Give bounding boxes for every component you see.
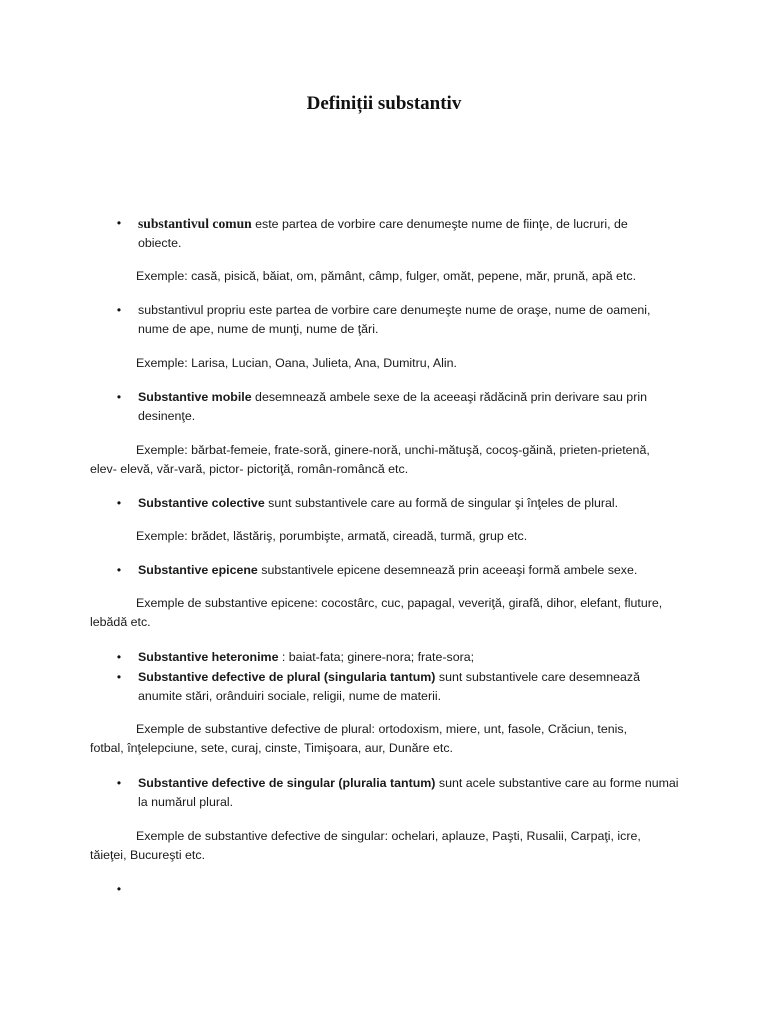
example-paragraph [90,720,700,758]
definition-item [138,301,698,339]
definition-item [138,668,698,706]
definition-text-cont: desinenţe. [138,409,196,423]
definition-text-cont: la numărul plural. [138,795,234,809]
definition-text-cont: nume de ape, nume de munţi, nume de ţări. [138,322,379,336]
definition-item [138,774,698,812]
example-paragraph [90,827,700,865]
definition-item [138,648,698,667]
bullet-icon: • [116,496,122,510]
example-paragraph [90,527,700,546]
term: Substantive epicene [138,563,258,577]
example-text: Exemple: brădet, lăstăriş, porumbişte, armată, cireadă, turmă, grup etc. [136,529,528,543]
example-text: Exemple de substantive epicene: cocostârc, cuc, papagal, veveriţă, girafă, dihor, elefant, fluture, [136,596,663,610]
term: Substantive defective de plural (singularia tantum) [138,670,436,684]
example-paragraph [90,441,700,479]
definition-text-cont: anumite stări, orânduiri sociale, religii, nume de materii. [138,689,442,703]
example-paragraph [90,267,700,286]
bullet-icon: • [116,303,122,317]
example-text: Exemple: Larisa, Lucian, Oana, Julieta, Ana, Dumitru, Alin. [136,356,457,370]
example-text: Exemple de substantive defective de plural: ortodoxism, miere, unt, fasole, Crăciun, tenis, [136,722,628,736]
term: substantivul propriu [138,303,246,317]
definition-text-cont: obiecte. [138,236,182,250]
definition-text: sunt substantivele care desemnează [435,670,641,684]
definition-item [138,561,698,580]
bullet-icon: • [116,670,122,684]
definition-text: sunt acele substantive care au forme numai [435,776,679,790]
definition-item [138,494,698,513]
term: Substantive colective [138,496,265,510]
example-paragraph [90,594,700,632]
definition-text: sunt substantivele care au formă de singular şi înţeles de plural. [264,496,619,510]
bullet-icon: • [116,216,122,230]
definition-item [138,388,698,426]
empty-bullet-icon: • [116,882,122,896]
definition-text: este partea de vorbire care denumeşte nume de oraşe, nume de oameni, [245,303,651,317]
definition-text: substantivele epicene desemnează prin aceeaşi formă ambele sexe. [257,563,638,577]
example-text-cont: lebădă etc. [90,615,151,629]
bullet-icon: • [116,776,122,790]
example-text: Exemple: bărbat-femeie, frate-soră, ginere-noră, unchi-mătuşă, cocoş-găină, prieten-prietenă, [136,443,650,457]
definition-text: este partea de vorbire care denumeşte nume de fiinţe, de lucruri, de [251,217,628,231]
page-title: Definiții substantiv [306,93,462,114]
bullet-icon: • [116,563,122,577]
definition-text: : baiat-fata; ginere-nora; frate-sora; [278,650,475,664]
term: Substantive defective de singular (pluralia tantum) [138,776,436,790]
term: Substantive heteronime [138,650,279,664]
example-paragraph [90,354,700,373]
example-text-cont: tăieţei, Bucureşti etc. [90,848,206,862]
example-text-cont: fotbal, înţelepciune, sete, curaj, cinste, Timişoara, aur, Dunăre etc. [90,741,453,755]
definition-item [138,214,698,253]
term: substantivul comun [138,216,252,231]
example-text: Exemple de substantive defective de singular: ochelari, aplauze, Paşti, Rusalii, Carpaţi, icre, [136,829,641,843]
term: Substantive mobile [138,390,252,404]
example-text: Exemple: casă, pisică, băiat, om, pământ, câmp, fulger, omăt, pepene, măr, prună, apă etc. [136,269,637,283]
example-text-cont: elev- elevă, văr-vară, pictor- pictoriţă, român-româncă etc. [90,462,409,476]
bullet-icon: • [116,650,122,664]
definition-text: desemnează ambele sexe de la aceeaşi rădăcină prin derivare sau prin [251,390,647,404]
bullet-icon: • [116,390,122,404]
